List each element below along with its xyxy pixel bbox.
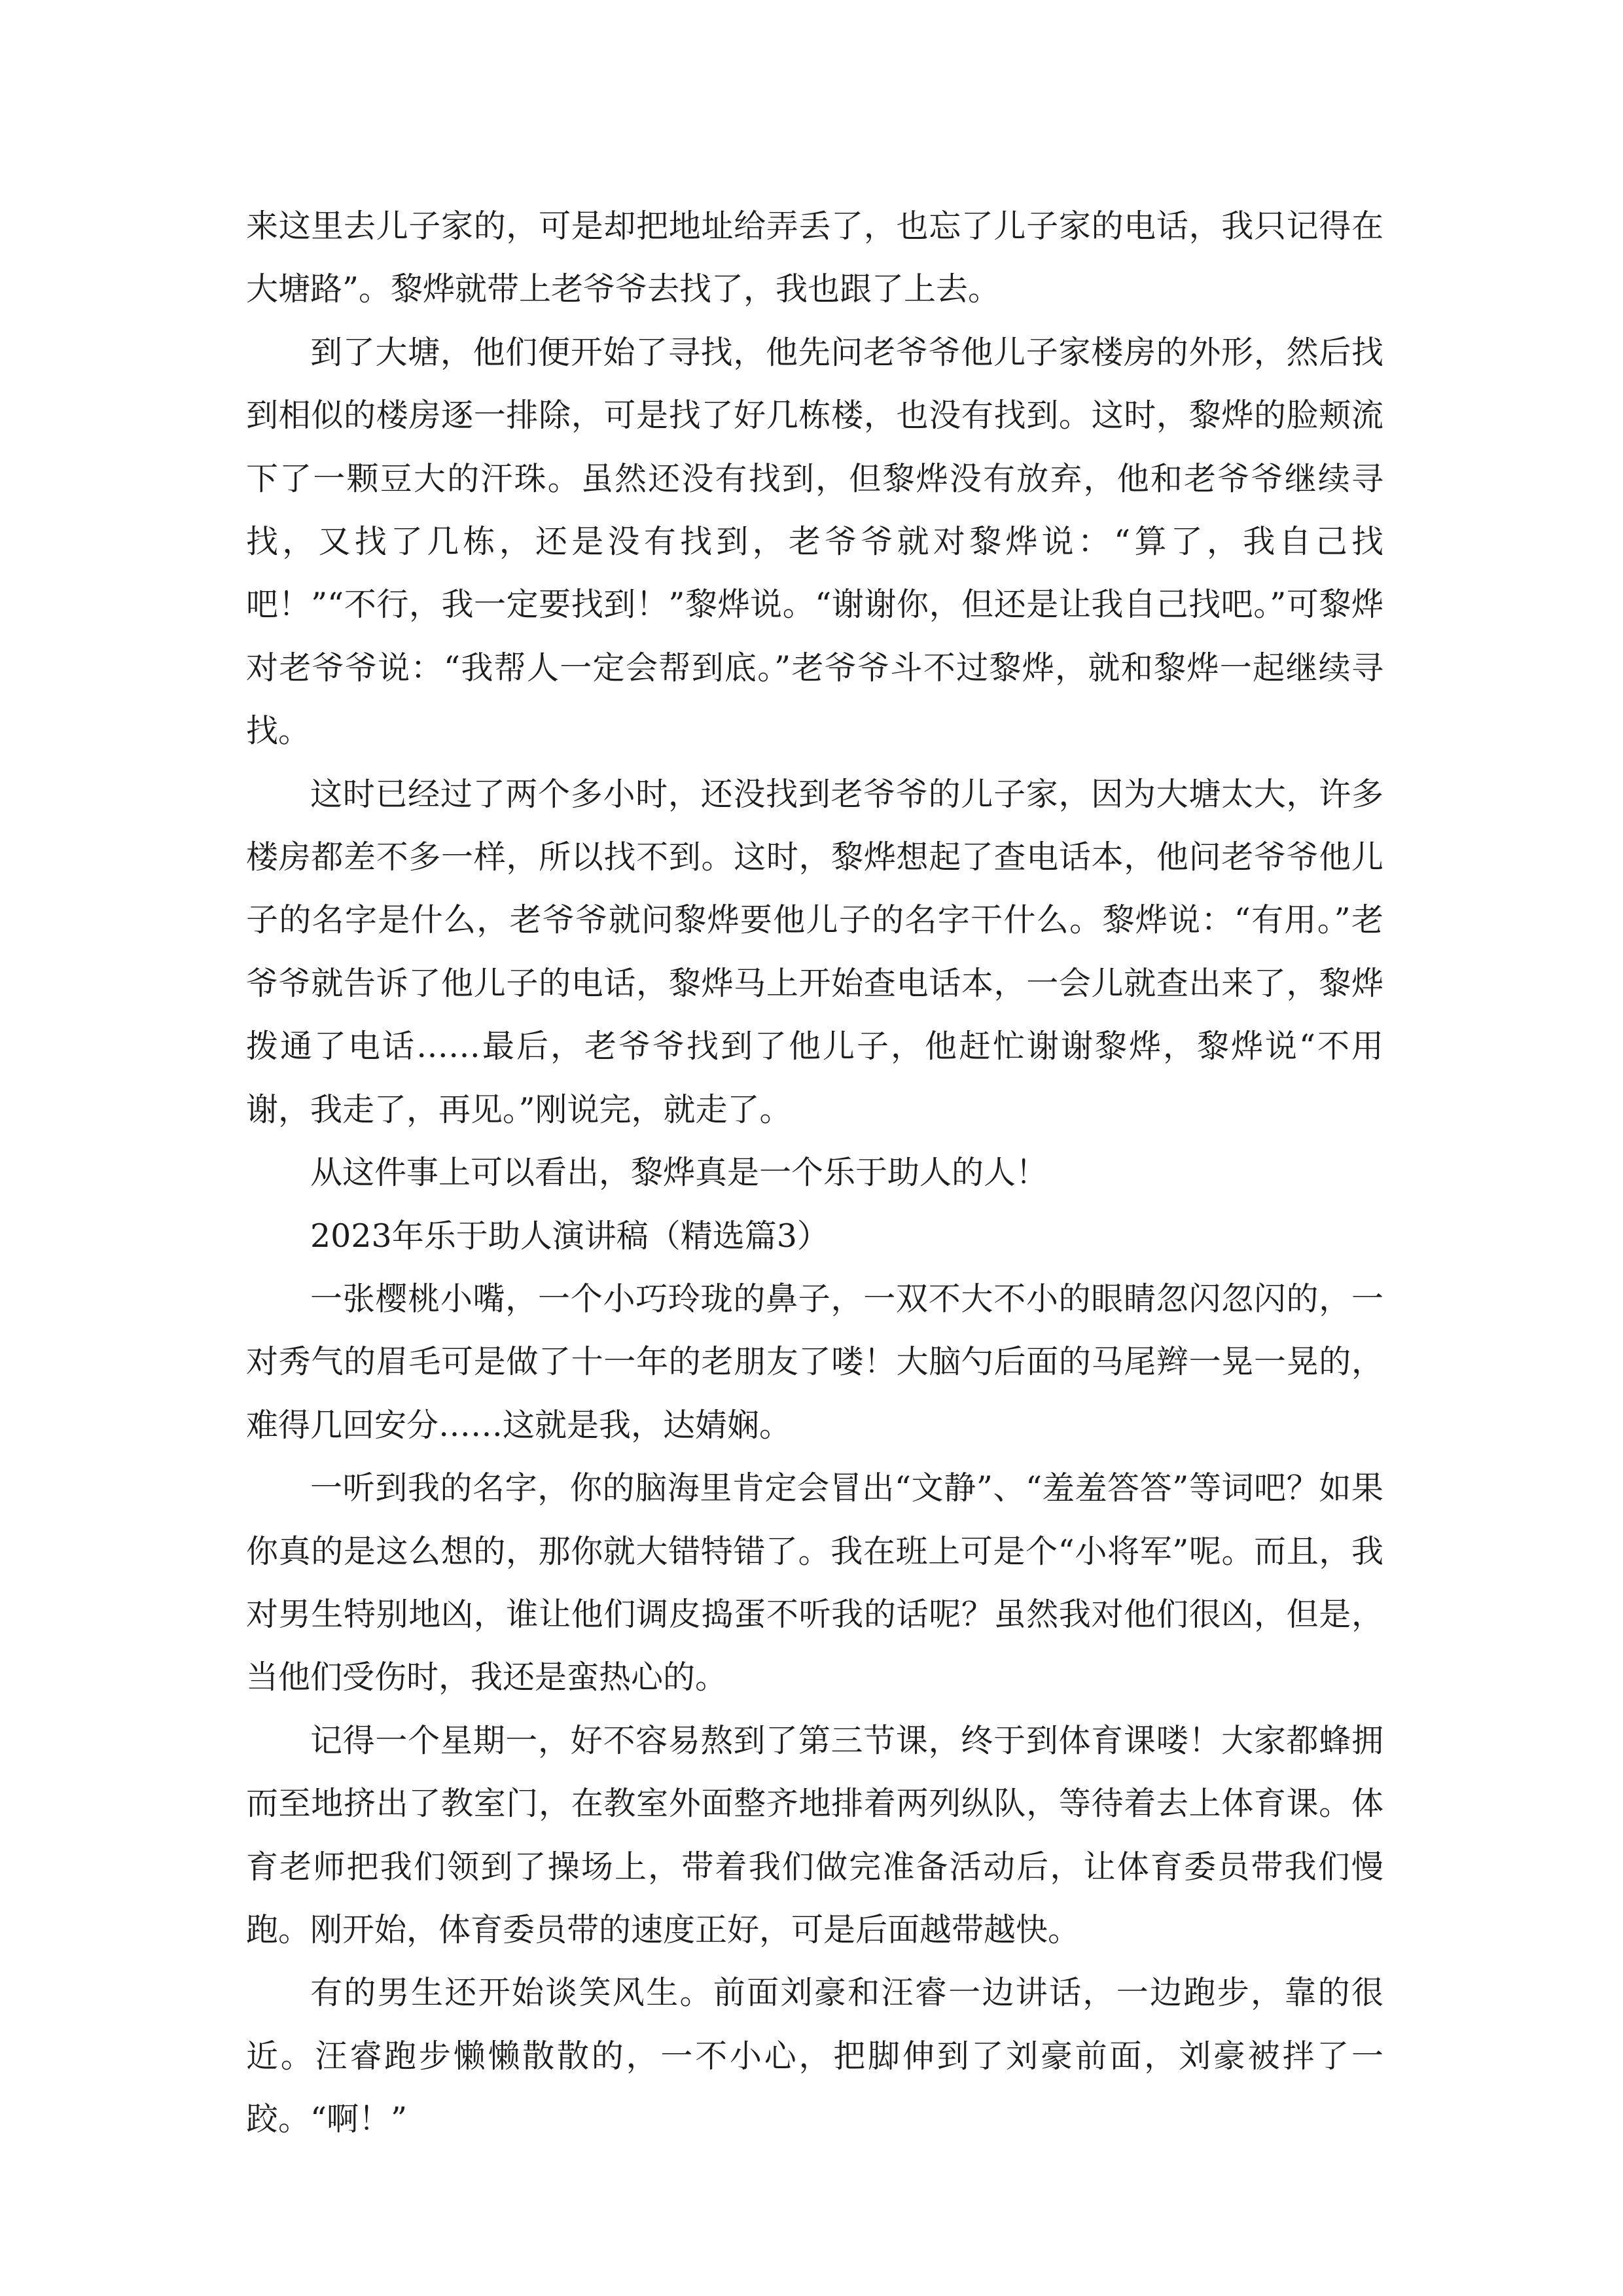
document-body xyxy=(246,195,1383,2151)
paragraph: 从这件事上可以看出，黎烨真是一个乐于助人的人！ xyxy=(310,1154,1048,1192)
paragraph: 到了大塘，他们便开始了寻找，他先问老爷爷他儿子家楼房的外形，然后找到相似的楼房逐一排除，可是找了好几栋楼，也没有找到。这时，黎烨的脸颊流下了一颗豆大的汗珠。虽然还没有找到，但黎烨没有放弃，他和老爷爷继续寻找，又找了几栋，还是没有找到，老爷爷就对黎烨说：“算了，我自己找吧！”“不行，我一定要找到！”黎烨说。“谢谢你，但还是让我自己找吧。”可黎烨对老爷爷说：“我帮人一定会帮到底。”老爷爷斗不过黎烨，就和黎烨一起继续寻找。 xyxy=(246,333,1383,750)
paragraph-continuation: 来这里去儿子家的，可是却把地址给弄丢了，也忘了儿子家的电话，我只记得在大塘路”。黎烨就带上老爷爷去找了，我也跟了上去。 xyxy=(246,207,1383,308)
paragraph: 这时已经过了两个多小时，还没找到老爷爷的儿子家，因为大塘太大，许多楼房都差不多一样，所以找不到。这时，黎烨想起了查电话本，他问老爷爷他儿子的名字是什么，老爷爷就问黎烨要他儿子的名字干什么。黎烨说：“有用。”老爷爷就告诉了他儿子的电话，黎烨马上开始查电话本，一会儿就查出来了，黎烨拨通了电话……最后，老爷爷找到了他儿子，他赶忙谢谢黎烨，黎烨说“不用谢，我走了，再见。”刚说完，就走了。 xyxy=(246,775,1383,1128)
paragraph: 一张樱桃小嘴，一个小巧玲珑的鼻子，一双不大不小的眼睛忽闪忽闪的，一对秀气的眉毛可是做了十一年的老朋友了喽！大脑勺后面的马尾辫一晃一晃的，难得几回安分……这就是我，达婧娴。 xyxy=(246,1280,1383,1444)
paragraph: 记得一个星期一，好不容易熬到了第三节课，终于到体育课喽！大家都蜂拥而至地挤出了教室门，在教室外面整齐地排着两列纵队，等待着去上体育课。体育老师把我们领到了操场上，带着我们做完准备活动后，让体育委员带我们慢跑。刚开始，体育委员带的速度正好，可是后面越带越快。 xyxy=(246,1721,1383,1948)
paragraph: 有的男生还开始谈笑风生。前面刘豪和汪睿一边讲话，一边跑步，靠的很近。汪睿跑步懒懒散散的，一不小心，把脚伸到了刘豪前面，刘豪被拌了一跤。“啊！” xyxy=(246,1974,1383,2138)
section-heading: 2023年乐于助人演讲稿（精选篇3） xyxy=(310,1217,829,1255)
paragraph: 一听到我的名字，你的脑海里肯定会冒出“文静”、“羞羞答答”等词吧？如果你真的是这么想的，那你就大错特错了。我在班上可是个“小将军”呢。而且，我对男生特别地凶，谁让他们调皮捣蛋不听我的话呢？虽然我对他们很凶，但是，当他们受伤时，我还是蛮热心的。 xyxy=(246,1469,1383,1696)
